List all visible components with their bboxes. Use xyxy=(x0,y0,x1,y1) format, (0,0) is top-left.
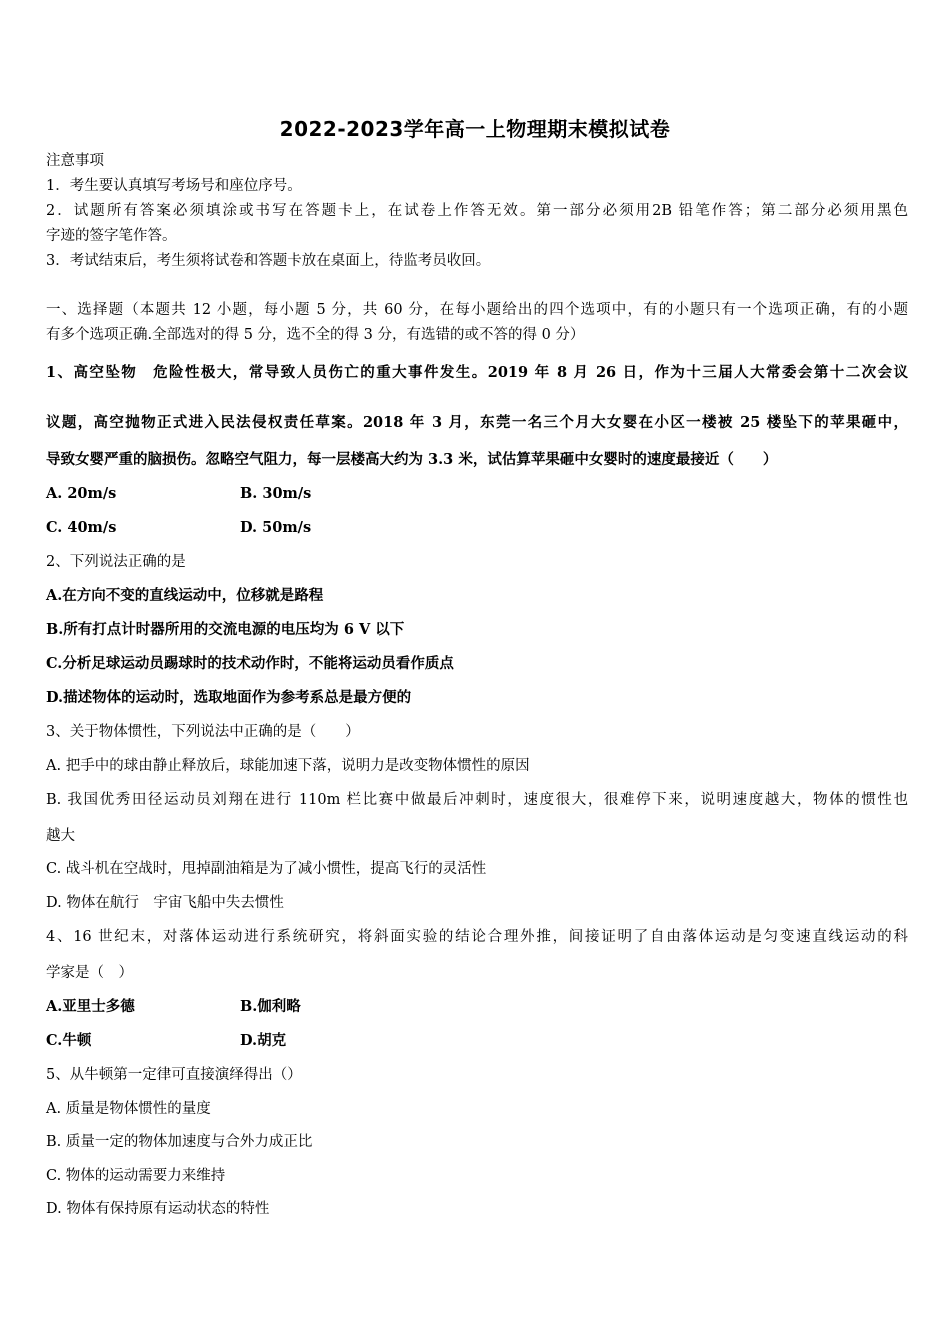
question-4-option-d: D.胡克 xyxy=(240,1032,287,1049)
question-4-stem: 4、16 世纪末，对落体运动进行系统研究，将斜面实验的结论合理外推，间接证明了自由落体运动是匀变速直线运动的科 xyxy=(46,929,908,945)
notice-item: 1．考生要认真填写考场号和座位序号。 xyxy=(46,178,302,194)
question-4-stem-continued: 学家是（ ） xyxy=(46,965,133,981)
question-5-option-d: D. 物体有保持原有运动状态的特性 xyxy=(46,1201,270,1217)
notice-item: 2．试题所有答案必须填涂或书写在答题卡上，在试卷上作答无效。第一部分必须用2B 铅笔作答；第二部分必须用黑色 xyxy=(46,203,908,219)
question-3-stem: 3、关于物体惯性，下列说法中正确的是（ ） xyxy=(46,724,360,740)
section-heading: 一、选择题（本题共 12 小题，每小题 5 分，共 60 分，在每小题给出的四个选项中，有的小题只有一个选项正确，有的小题 xyxy=(46,302,908,318)
question-2-option-c: C.分析足球运动员踢球时的技术动作时，不能将运动员看作质点 xyxy=(46,655,454,672)
page-title: 2022-2023学年高一上物理期末模拟试卷 xyxy=(279,117,671,141)
question-1-stem: 议题，高空抛物正式进入民法侵权责任草案。2018 年 3 月，东莞一名三个月大女婴在小区一楼被 25 楼坠下的苹果砸中， xyxy=(46,414,908,431)
notice-heading: 注意事项 xyxy=(46,153,104,169)
question-4-option-a: A.亚里士多德 xyxy=(46,998,135,1015)
notice-item: 字迹的签字笔作答。 xyxy=(46,228,177,244)
question-2-option-d: D.描述物体的运动时，选取地面作为参考系总是最方便的 xyxy=(46,689,412,706)
question-1-option-a: A. 20m/s xyxy=(46,485,117,502)
question-3-option-b-continued: 越大 xyxy=(46,828,75,844)
question-1-option-b: B. 30m/s xyxy=(240,485,312,502)
question-1-stem: 1、高空坠物 危险性极大，常导致人员伤亡的重大事件发生。2019 年 8 月 26 日，作为十三届人大常委会第十二次会议 xyxy=(46,364,908,381)
section-heading-continued: 有多个选项正确.全部选对的得 5 分，选不全的得 3 分，有选错的或不答的得 0 分） xyxy=(46,327,585,343)
question-2-stem: 2、下列说法正确的是 xyxy=(46,554,186,570)
question-2-option-a: A.在方向不变的直线运动中，位移就是路程 xyxy=(46,587,324,604)
question-2-option-b: B.所有打点计时器所用的交流电源的电压均为 6 V 以下 xyxy=(46,621,405,638)
notice-item: 3．考试结束后，考生须将试卷和答题卡放在桌面上，待监考员收回。 xyxy=(46,253,491,269)
question-3-option-c: C. 战斗机在空战时，甩掉副油箱是为了减小惯性，提高飞行的灵活性 xyxy=(46,861,487,877)
question-3-option-b: B. 我国优秀田径运动员刘翔在进行 110m 栏比赛中做最后冲刺时，速度很大，很难停下来，说明速度越大，物体的惯性也 xyxy=(46,792,908,808)
question-1-option-d: D. 50m/s xyxy=(240,519,312,536)
question-1-option-c: C. 40m/s xyxy=(46,519,117,536)
question-4-option-b: B.伽利略 xyxy=(240,998,301,1015)
question-3-option-a: A. 把手中的球由静止释放后，球能加速下落，说明力是改变物体惯性的原因 xyxy=(46,758,530,774)
question-5-option-c: C. 物体的运动需要力来维持 xyxy=(46,1168,226,1184)
question-1-stem: 导致女婴严重的脑损伤。忽略空气阻力，每一层楼高大约为 3.3 米，试估算苹果砸中女婴时的速度最接近（ ） xyxy=(46,451,778,468)
question-5-option-a: A. 质量是物体惯性的量度 xyxy=(46,1101,211,1117)
question-3-option-d: D. 物体在航行 宇宙飞船中失去惯性 xyxy=(46,895,284,911)
question-5-option-b: B. 质量一定的物体加速度与合外力成正比 xyxy=(46,1134,313,1150)
question-4-option-c: C.牛顿 xyxy=(46,1032,92,1049)
question-5-stem: 5、从牛顿第一定律可直接演绎得出（） xyxy=(46,1067,302,1083)
